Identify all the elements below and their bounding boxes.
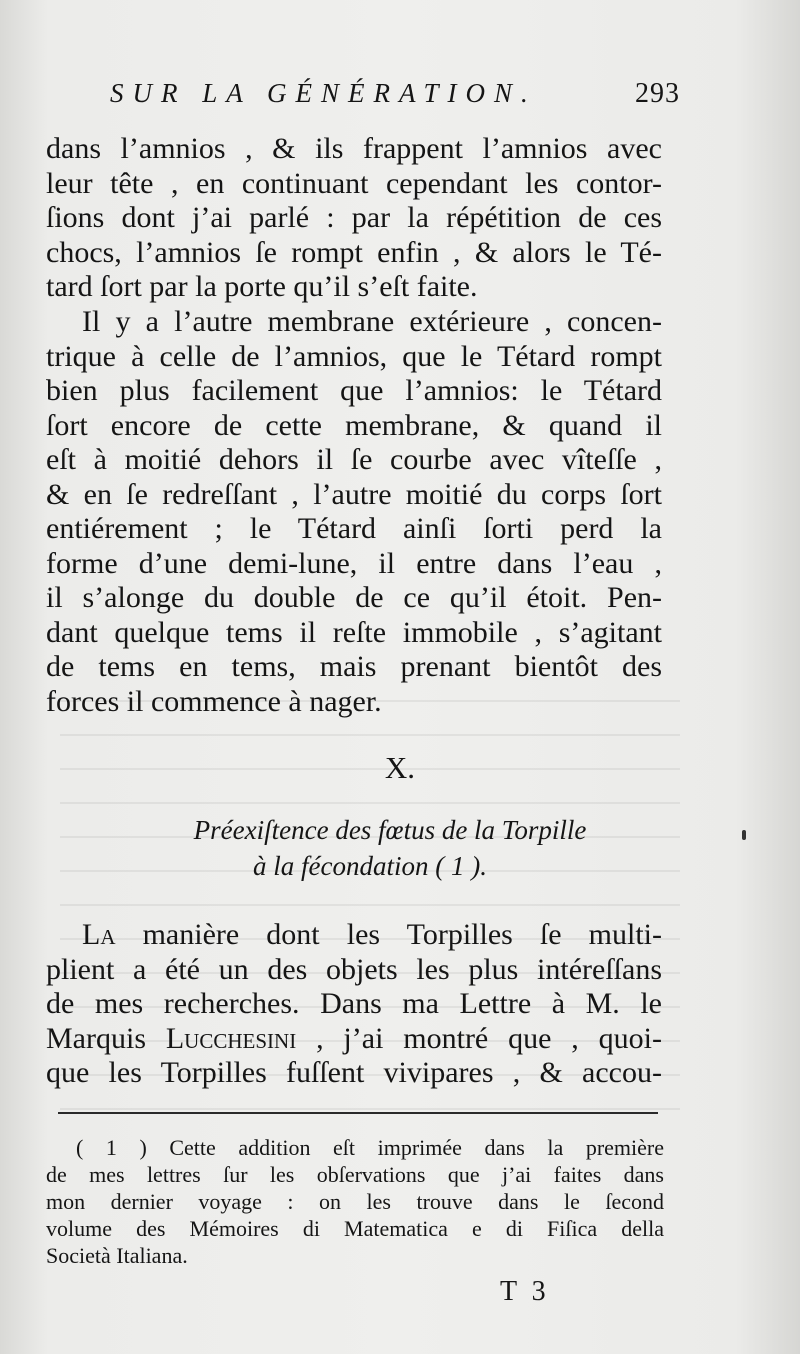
- footnote-line: de mes lettres ſur les obſervations que j’ai faites dans: [46, 1162, 664, 1187]
- text-line: Il y a l’autre membrane extérieure , concen-: [82, 305, 662, 338]
- text-line: que les Torpilles fuſſent vivipares , & accou-: [46, 1056, 662, 1089]
- footnote-rule: [58, 1112, 658, 1114]
- text-line: ſions dont j’ai parlé : par la répétition de ces: [46, 201, 662, 234]
- signature-mark: T 3: [500, 1276, 550, 1307]
- text-line: [46, 918, 662, 953]
- text-line: & en ſe redreſſant , l’autre moitié du corps ſort: [46, 477, 662, 511]
- footnote-line: mon dernier voyage : on les trouve dans le ſecond: [46, 1189, 664, 1214]
- opening-word: La: [82, 918, 116, 951]
- section-title: [110, 812, 670, 884]
- paragraph-1: [46, 132, 662, 305]
- section-number: X.: [384, 750, 416, 785]
- text-line: forme d’une demi-lune, il entre dans l’eau ,: [46, 546, 662, 580]
- text-line: [46, 1022, 662, 1057]
- text-line: eſt à moitié dehors il ſe courbe avec vîteſſe ,: [46, 443, 662, 476]
- footnote-line: Società Italiana.: [46, 1243, 188, 1268]
- ink-speck: [742, 830, 746, 840]
- text-line: leur tête , en continuant cependant les contor-: [46, 166, 662, 200]
- footnote: [46, 1134, 664, 1269]
- text-line: il s’alonge du double de ce qu’il étoit. Pen-: [46, 581, 662, 614]
- text-line: de mes recherches. Dans ma Lettre à M. le: [46, 987, 662, 1020]
- text-line: trique à celle de l’amnios, que le Tétard rompt: [46, 339, 662, 373]
- text-line: dans l’amnios , & ils frappent l’amnios avec: [46, 132, 662, 165]
- text-line: tard ſort par la porte qu’il s’eſt faite.: [46, 270, 478, 303]
- footnote-line: ( 1 ) Cette addition eſt imprimée dans la première: [76, 1135, 664, 1160]
- text-line: chocs, l’amnios ſe rompt enfin , & alors le Té-: [46, 235, 662, 269]
- text-line: dant quelque tems il reſte immobile , s’agitant: [46, 615, 662, 649]
- footnote-line: volume des Mémoires di Matematica e di Fiſica della: [46, 1216, 664, 1241]
- text-line: bien plus facilement que l’amnios: le Tétard: [46, 374, 662, 407]
- text-fragment: Marquis: [46, 1021, 166, 1055]
- text-line: de tems en tems, mais prenant bientôt des: [46, 650, 662, 683]
- section-title-line-2: à la fécondation ( 1 ).: [253, 851, 487, 881]
- text-fragment: manière dont les Torpilles ſe multi-: [115, 918, 662, 951]
- person-name: Lucchesini: [165, 1021, 297, 1055]
- text-line: plient a été un des objets les plus intéreſſans: [46, 952, 662, 986]
- running-header: [110, 78, 680, 118]
- text-line: forces il commence à nager.: [46, 684, 382, 718]
- text-line: ſort encore de cette membrane, & quand il: [46, 408, 662, 442]
- page-number: 293: [635, 78, 680, 109]
- paragraph-3: [46, 918, 662, 1091]
- running-title: SUR LA GÉNÉRATION.: [110, 78, 537, 108]
- section-title-line-1: Préexiſtence des fœtus de la Torpille: [193, 815, 587, 845]
- text-fragment: , j’ai montré que , quoi-: [296, 1021, 662, 1055]
- paragraph-2: [46, 305, 662, 719]
- text-line: entiérement ; le Tétard ainſi ſorti perd la: [46, 512, 662, 545]
